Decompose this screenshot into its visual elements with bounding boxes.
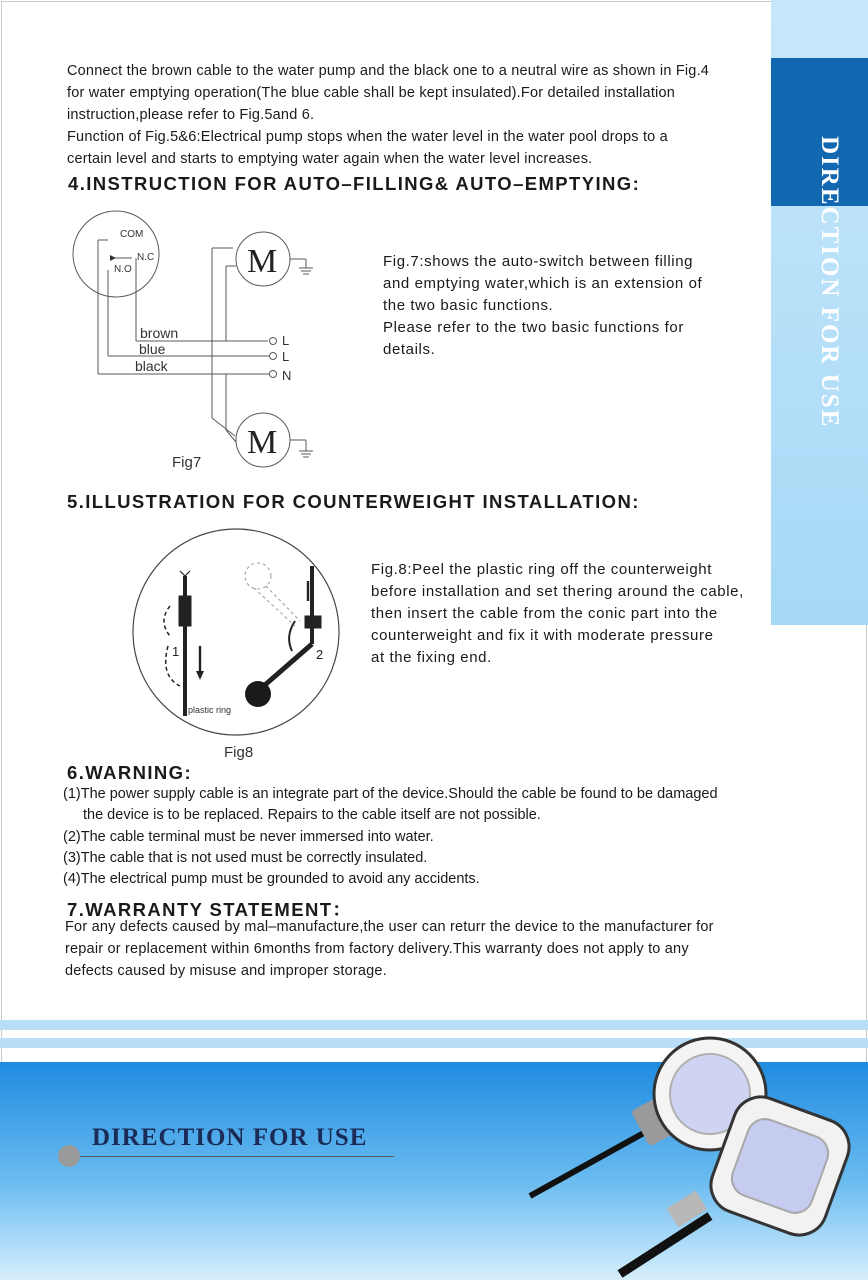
fig7-line: Please refer to the two basic functions for [383,319,684,336]
fig8-caption: Fig8 [224,744,254,761]
warning-item: (2)The cable terminal must be never immersed into water. [63,828,434,845]
motor-bottom-icon: M [247,424,278,461]
label-nc: N.C [137,252,155,263]
fig8-line: before installation and set thering around the cable, [371,583,744,600]
banner-underline [80,1156,394,1157]
section-7-heading: 7.WARRANTY STATEMENT： [67,899,353,920]
section-6-heading: 6.WARNING: [67,762,192,783]
label-no: N.O [114,264,132,275]
section-5-heading: 5.ILLUSTRATION FOR COUNTERWEIGHT INSTALLATION: [67,491,640,512]
float-switch-product-icon [520,1036,868,1280]
fig7-line: the two basic functions. [383,297,554,314]
section-4-heading: 4.INSTRUCTION FOR AUTO–FILLING& AUTO–EMPTYING: [68,173,641,194]
warning-list [63,784,763,890]
motor-top-icon: M [247,243,278,280]
fig7-line: and emptying water,which is an extension of [383,275,703,292]
warranty-line: defects caused by misuse and improper storage. [65,963,387,979]
counterweight-ball-icon [245,681,271,707]
fig8-line: then insert the cable from the conic part into the [371,605,718,622]
fig7-line: details. [383,341,436,358]
label-brown: brown [140,325,179,341]
warning-item: (1)The power supply cable is an integrate part of the device.Should the cable be found to be damaged [63,786,718,802]
intro-line: certain level and starts to emptying water again when the water level increases. [67,151,593,167]
fig7-line: Fig.7:shows the auto-switch between filling [383,253,694,270]
terminal-label-n: N [282,368,292,383]
switch-arrow-icon [110,255,116,261]
warranty-line: repair or replacement within 6months from factory delivery.This warranty does not apply to any [65,941,689,957]
fig8-step-2: 2 [316,647,324,662]
intro-line: Connect the brown cable to the water pump and the black one to a neutral wire as shown in Fig.4 [67,63,710,79]
intro-paragraph [67,60,767,170]
label-black: black [135,358,168,374]
warning-item: (4)The electrical pump must be grounded to avoid any accidents. [63,871,480,888]
label-com: COM [120,229,144,240]
intro-line: instruction,please refer to Fig.5and 6. [67,107,315,123]
warranty-line: For any defects caused by mal–manufacture,the user can returr the device to the manufacturer for [65,919,714,935]
fig8-counterweight-diagram [130,526,350,766]
warranty-paragraph [65,916,765,982]
arrow-down-icon [196,671,204,680]
fig8-line: Fig.8:Peel the plastic ring off the counterweight [371,561,712,578]
fig7-caption: Fig7 [172,454,202,471]
fig8-line: counterweight and fix it with moderate pressure [371,627,714,644]
fig7-wiring-diagram [70,208,330,478]
intro-line: for water emptying operation(The blue cable shall be kept insulated).For detailed installation [67,85,675,101]
label-blue: blue [139,341,166,357]
fig8-step-1: 1 [172,644,180,659]
terminal-label-l1: L [282,333,290,348]
fig8-line: at the fixing end. [371,649,492,666]
warning-item: the device is to be replaced. Repairs to the cable itself are not possible. [83,807,541,824]
banner-bullet-icon [58,1145,80,1167]
terminal-label-l2: L [282,349,290,364]
intro-line: Function of Fig.5&6:Electrical pump stops when the water level in the water pool drops to a [67,129,668,145]
warning-item: (3)The cable that is not used must be correctly insulated. [63,849,428,866]
fig7-description [383,251,753,361]
fig8-plastic-ring-label: plastic ring [188,705,232,715]
fig8-description [371,559,766,669]
side-title: DIRECTION FOR USE [816,136,843,429]
banner-title: DIRECTION FOR USE [92,1124,368,1151]
banner-stripe [0,1020,868,1030]
